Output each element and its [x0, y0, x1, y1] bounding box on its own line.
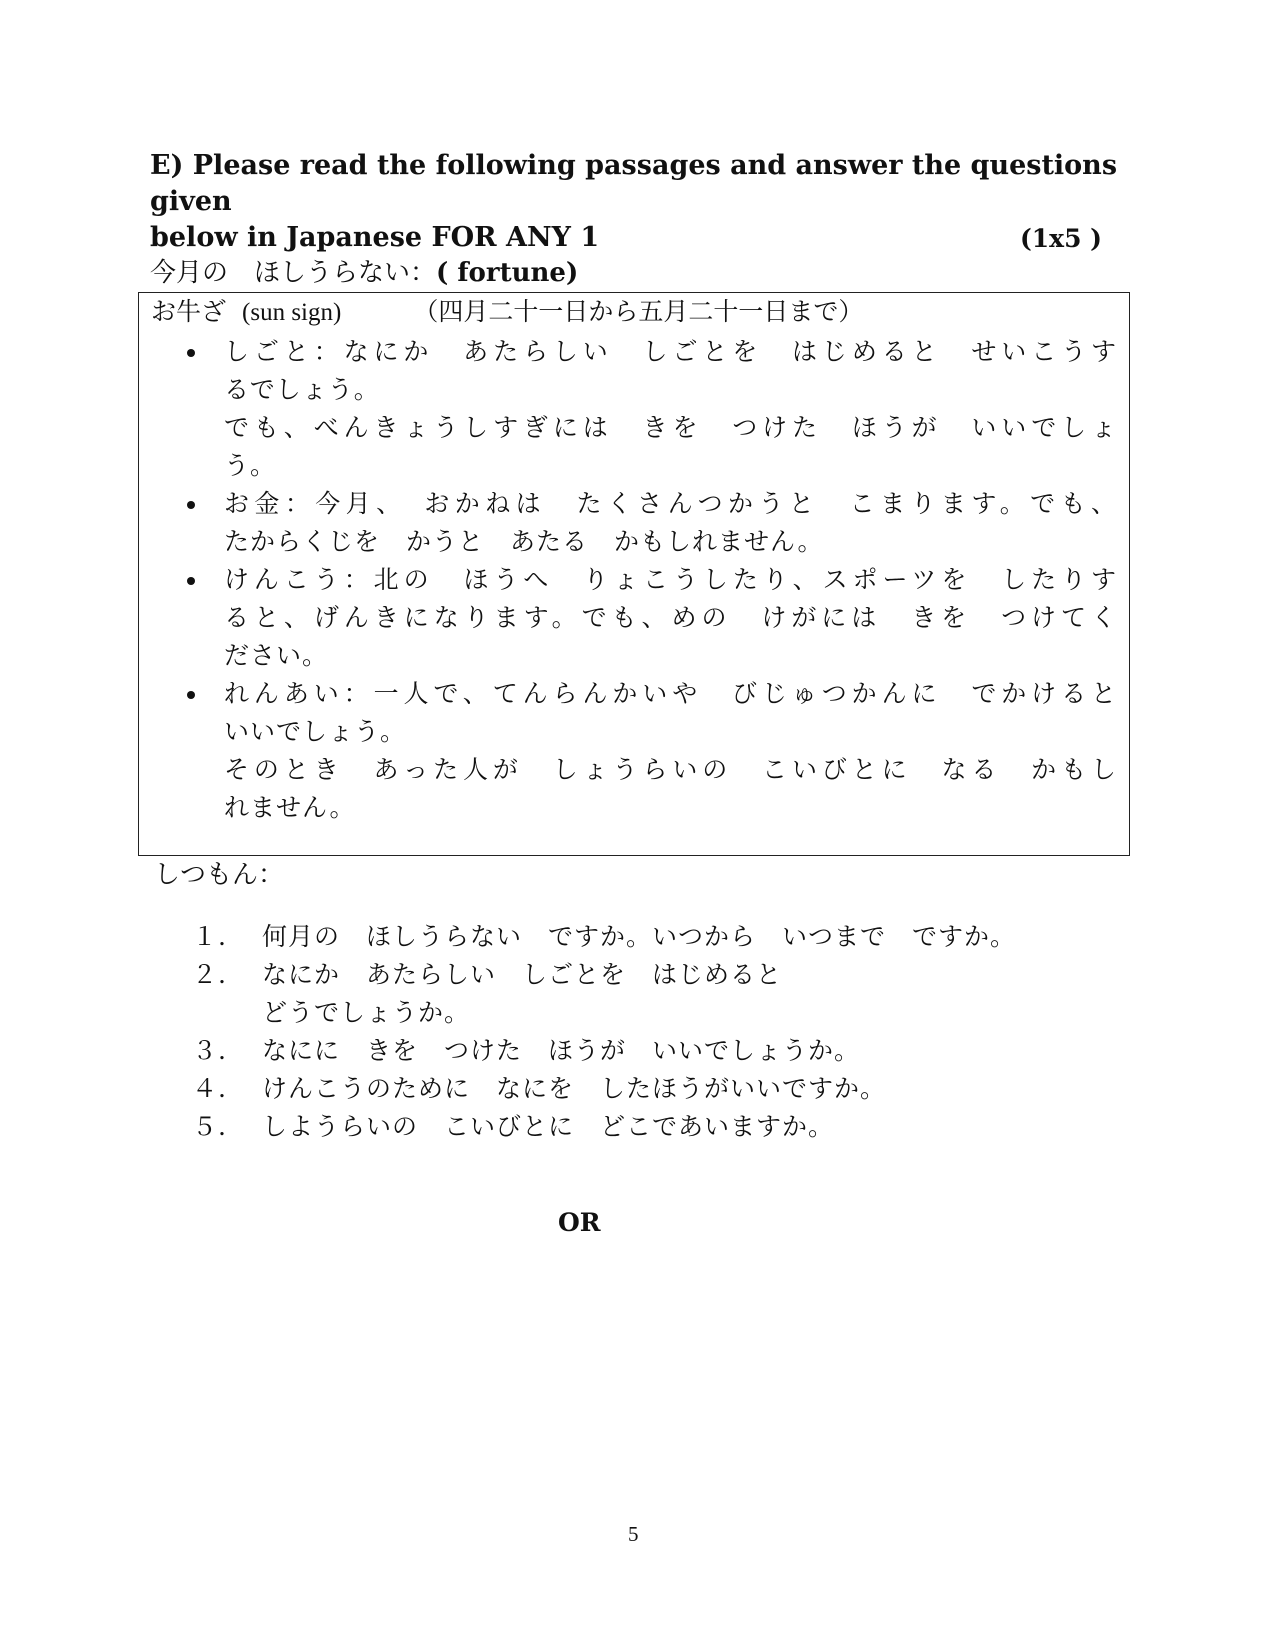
passage-line: けんこう：北の ほうへ りょこうしたり、スポーツを したりす — [224, 565, 1117, 594]
bullet-icon — [187, 577, 195, 585]
passage-line: ると、げんきになります。でも、めの けがには きを つけてく — [224, 603, 1117, 632]
passage-line: そのとき あった人が しょうらいの こいびとに なる かもし — [224, 755, 1117, 784]
fortune-item-work — [139, 333, 1129, 485]
passage-line: れません。 — [224, 793, 356, 822]
fortune-list — [139, 333, 1129, 827]
questions-title: しつもん： — [154, 860, 285, 890]
question-number: ４. — [192, 1074, 227, 1103]
sun-sign-jp: お牛ざ — [151, 297, 227, 326]
question-item — [192, 956, 1016, 1032]
bullet-icon — [187, 691, 195, 699]
fortune-item-money — [139, 485, 1129, 561]
question-item — [192, 1032, 1016, 1070]
question-text: 何月の ほしうらない ですか。いつから いつまで ですか。 — [262, 922, 1017, 951]
question-number: １. — [192, 922, 227, 951]
question-item — [192, 918, 1016, 956]
question-number: ３. — [192, 1036, 227, 1065]
passage-line: お金：今月、 おかねは たくさんつかうと こまります。でも、 — [224, 489, 1117, 518]
heading-line-1: E) Please read the following passages and answer the questions given — [150, 150, 1118, 217]
question-text: なにか あたらしい しごとを はじめると — [262, 960, 783, 989]
passage-line: う。 — [224, 451, 277, 480]
passage-line: たからくじを かうと あたる かもしれません。 — [224, 527, 824, 556]
sun-sign-date-range: （四月二十一日から五月二十一日まで） — [413, 297, 864, 326]
question-item — [192, 1070, 1016, 1108]
fortune-title — [150, 256, 578, 290]
bullet-icon — [187, 501, 195, 509]
passage-line: しごと：なにか あたらしい しごとを はじめると せいこうす — [224, 337, 1117, 366]
fortune-title-jp: 今月の ほしうらない： — [150, 258, 437, 288]
question-text: どうでしょうか。 — [262, 998, 471, 1027]
marks-label: (1x5 ) — [1019, 224, 1102, 253]
fortune-title-en: ( fortune) — [436, 258, 579, 288]
passage-line: でも、べんきょうしすぎには きを つけた ほうが いいでしょ — [224, 413, 1117, 442]
bullet-icon — [187, 349, 195, 357]
heading-line-2: below in Japanese FOR ANY 1 — [150, 222, 600, 253]
page-number: 5 — [628, 1522, 639, 1546]
or-separator: OR — [558, 1208, 601, 1237]
passage-box — [138, 292, 1130, 856]
passage-line: るでしょう。 — [224, 375, 380, 404]
questions-list — [192, 918, 1016, 1146]
sun-sign-en: (sun sign) — [242, 299, 342, 326]
passage-line: れんあい：一人で、てんらんかいや びじゅつかんに でかけると — [224, 679, 1117, 708]
section-heading — [150, 148, 1122, 256]
fortune-item-health — [139, 561, 1129, 675]
question-number: ２. — [192, 960, 227, 989]
question-text: けんこうのために なにを したほうがいいですか。 — [262, 1074, 887, 1103]
passage-line: いいでしょう。 — [224, 717, 407, 746]
passage-line: ださい。 — [224, 641, 329, 670]
question-text: なにに きを つけた ほうが いいでしょうか。 — [262, 1036, 861, 1065]
question-text: しようらいの こいびとに どこであいますか。 — [262, 1112, 835, 1141]
fortune-item-love — [139, 675, 1129, 827]
sun-sign-line — [151, 295, 863, 330]
question-number: ５. — [192, 1112, 227, 1141]
question-item — [192, 1108, 1016, 1146]
